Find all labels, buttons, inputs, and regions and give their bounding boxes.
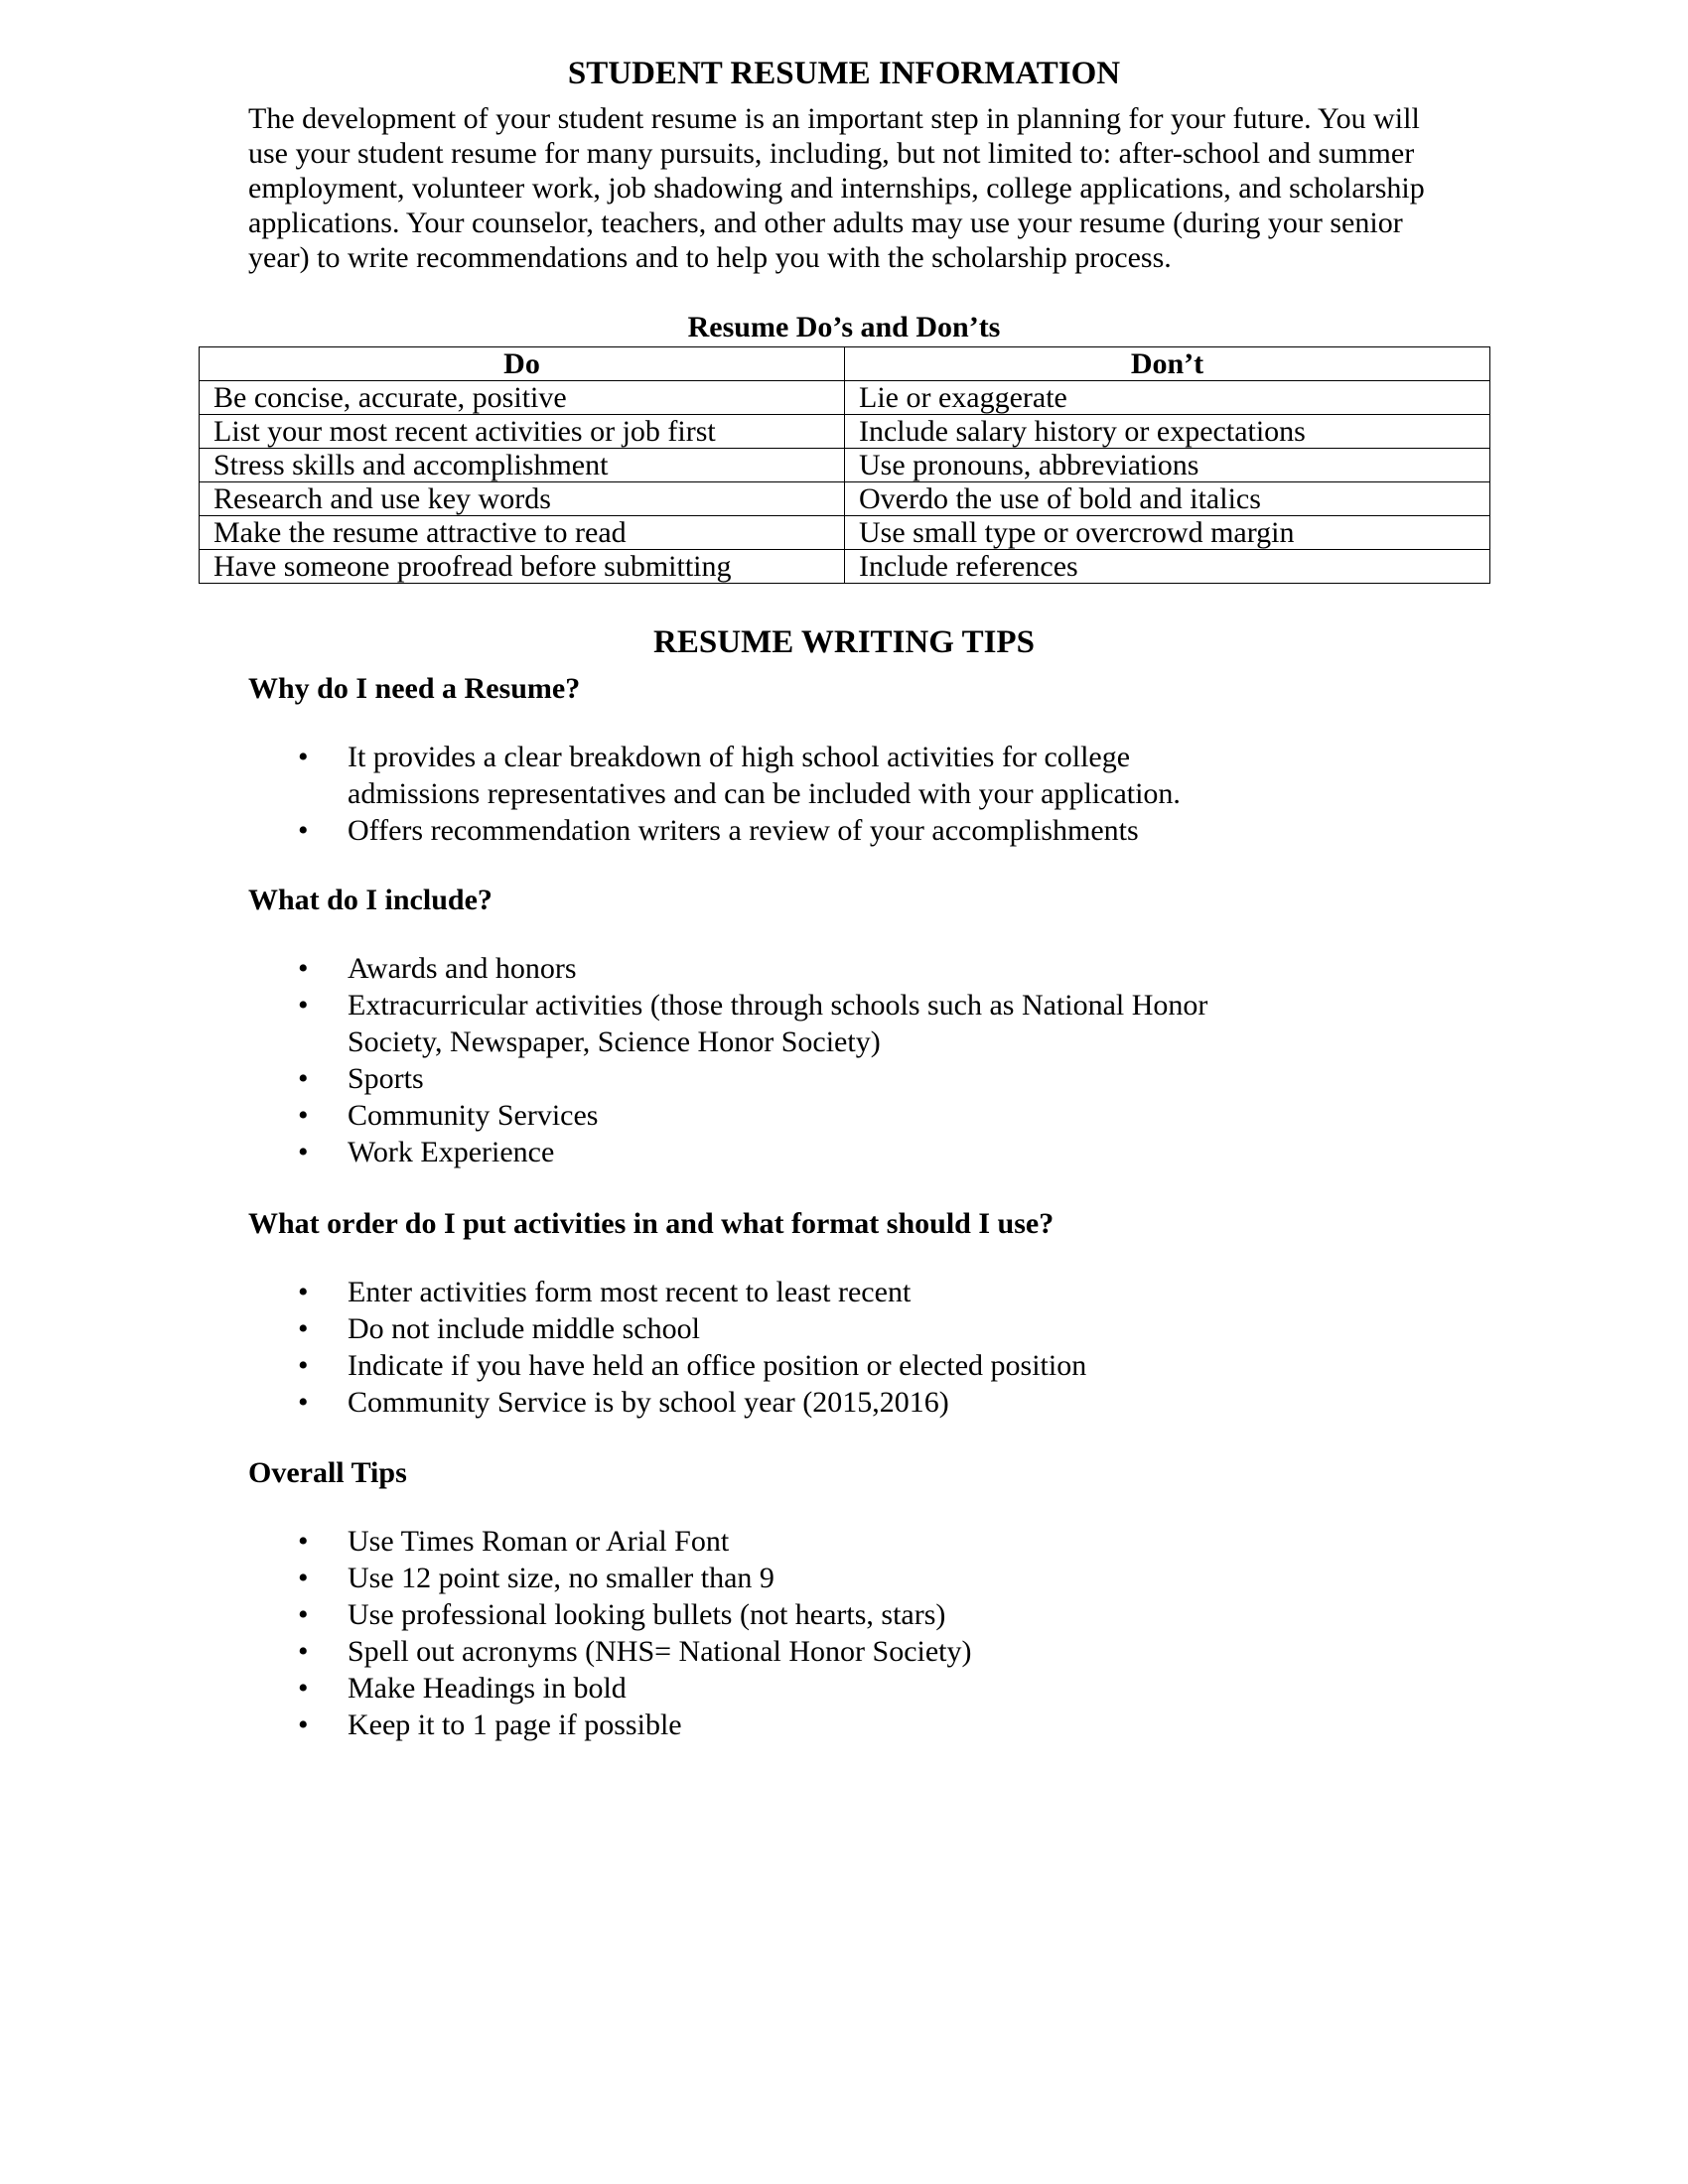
dont-cell: Use small type or overcrowd margin [845, 516, 1490, 550]
bullet-list-include [248, 950, 1241, 1170]
list-item: • Community Service is by school year (2015,2016) [248, 1384, 1340, 1421]
dont-cell: Use pronouns, abbreviations [845, 449, 1490, 482]
list-item: • Extracurricular activities (those through schools such as National Honor Society, Newspaper, Science Honor Society) [248, 987, 1241, 1060]
do-cell: List your most recent activities or job first [200, 415, 845, 449]
dont-cell: Overdo the use of bold and italics [845, 482, 1490, 516]
do-cell: Have someone proofread before submitting [200, 550, 845, 584]
dos-donts-table [199, 346, 1490, 584]
list-item: • Offers recommendation writers a review of your accomplishments [248, 812, 1241, 849]
table-row [200, 516, 1490, 550]
bullet-list-order [248, 1274, 1340, 1421]
section-heading-include: What do I include? [248, 884, 492, 916]
intro-paragraph: The development of your student resume is an important step in planning for your future. You will use your student resume for many pursuits, including, but not limited to: after-school and summer employment, volunteer work, job shadowing and internships, college applications, and scholarship applications. Your counselor, teachers, and other adults may use your resume (during your senior year) to write recommendations and to help you with the scholarship process. [248, 102, 1425, 274]
list-item: • Use professional looking bullets (not hearts, stars) [248, 1596, 1340, 1633]
do-cell: Stress skills and accomplishment [200, 449, 845, 482]
table-row [200, 449, 1490, 482]
section-heading-order: What order do I put activities in and what format should I use? [248, 1207, 1055, 1240]
section-heading-why: Why do I need a Resume? [248, 672, 581, 705]
bullet-list-why [248, 739, 1241, 849]
list-item: • Keep it to 1 page if possible [248, 1706, 1340, 1743]
list-item: • Spell out acronyms (NHS= National Honor Society) [248, 1633, 1340, 1670]
tips-title: RESUME WRITING TIPS [653, 624, 1035, 660]
list-item: • Use 12 point size, no smaller than 9 [248, 1560, 1340, 1596]
do-cell: Make the resume attractive to read [200, 516, 845, 550]
list-item: • Sports [248, 1060, 1241, 1097]
do-cell: Be concise, accurate, positive [200, 381, 845, 415]
table-header-row [200, 347, 1490, 381]
list-item: • It provides a clear breakdown of high school activities for college admissions representatives and can be included with your application. [248, 739, 1241, 812]
table-row [200, 550, 1490, 584]
list-item: • Awards and honors [248, 950, 1241, 987]
table-row [200, 482, 1490, 516]
dont-cell: Include references [845, 550, 1490, 584]
list-item: • Indicate if you have held an office position or elected position [248, 1347, 1340, 1384]
document-title: STUDENT RESUME INFORMATION [567, 56, 1121, 91]
dont-cell: Lie or exaggerate [845, 381, 1490, 415]
list-item: • Use Times Roman or Arial Font [248, 1523, 1340, 1560]
bullet-list-overall [248, 1523, 1340, 1743]
list-item: • Make Headings in bold [248, 1670, 1340, 1706]
do-cell: Research and use key words [200, 482, 845, 516]
table-row [200, 381, 1490, 415]
list-item: • Work Experience [248, 1134, 1241, 1170]
dont-column-header: Don’t [845, 347, 1490, 381]
list-item: • Community Services [248, 1097, 1241, 1134]
section-heading-overall: Overall Tips [248, 1456, 407, 1489]
list-item: • Enter activities form most recent to least recent [248, 1274, 1340, 1310]
do-column-header: Do [200, 347, 845, 381]
dos-donts-title: Resume Do’s and Don’ts [687, 311, 1001, 343]
list-item: • Do not include middle school [248, 1310, 1340, 1347]
table-row [200, 415, 1490, 449]
dont-cell: Include salary history or expectations [845, 415, 1490, 449]
